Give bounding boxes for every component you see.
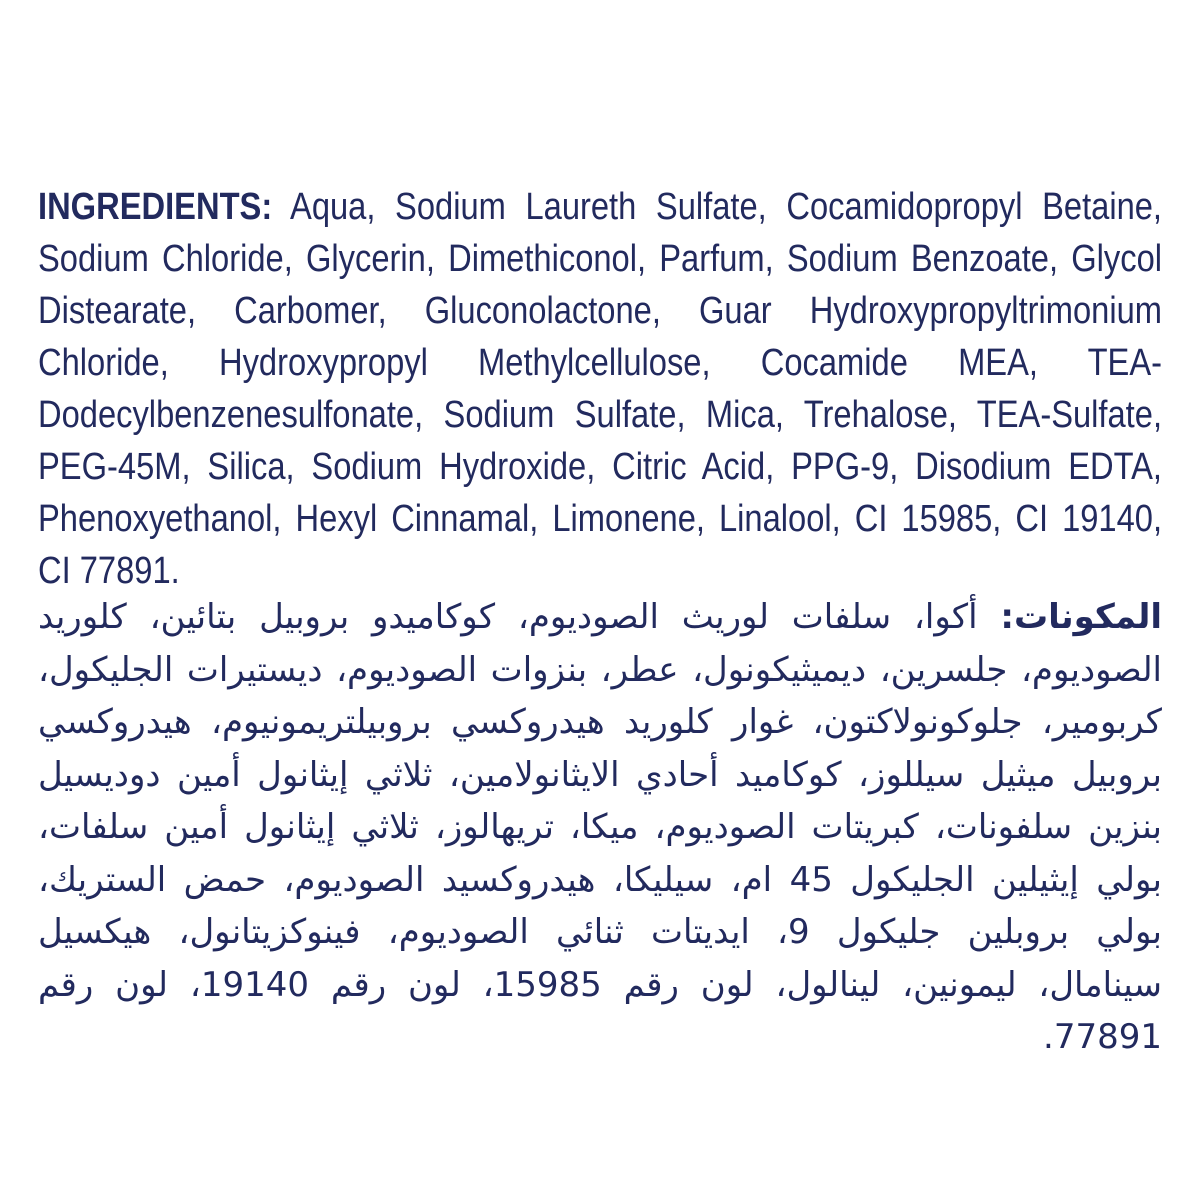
arabic-ingredients-heading: المكونات: [1000,597,1162,637]
english-ingredients-heading: INGREDIENTS: [38,186,273,228]
arabic-ingredients-list: أكوا، سلفات لوريث الصوديوم، كوكاميدو بروبيل بتائين، كلوريد الصوديوم، جلسرين، ديميثيكونول، عطر، بنزوات الصوديوم، ديستيرات الجليكول، كربومير، جلوكونولاكتون، غوار كلوريد هيدروكسي بروبيلتريمونيوم، هيدروكسي بروبيل ميثيل سيللوز، كوكاميد أحادي الايثانولامين، ثلاثي إيثانول أمين دوديسيل بنزين سلفونات، كبريتات الصوديوم، ميكا، تريهالوز، ثلاثي إيثانول أمين سلفات، بولي إيثيلين الجليكول 45 ام، سيليكا، هيدروكسيد الصوديوم، حمض الستريك، بولي بروبلين جليكول 9، ايديتات ثنائي الصوديوم، فينوكزيتانول، هيكسيل سينامال، ليمونين، لينالول، لون رقم 15985، لون رقم 19140، لون رقم 77891. [38,597,1163,1057]
english-ingredients [38,181,1162,597]
arabic-ingredients [38,591,1162,1064]
english-ingredients-list: Aqua, Sodium Laureth Sulfate, Cocamidopropyl Betaine, Sodium Chloride, Glycerin, Dimethiconol, Parfum, Sodium Benzoate, Glycol Distearate, Carbomer, Gluconolactone, Guar Hydroxypropyltrimonium Chloride, Hydroxypropyl Methylcellulose, Cocamide MEA, TEA-Dodecylbenzenesulfonate, Sodium Sulfate, Mica, Trehalose, TEA-Sulfate, PEG-45M, Silica, Sodium Hydroxide, Citric Acid, PPG-9, Disodium EDTA, Phenoxyethanol, Hexyl Cinnamal, Limonene, Linalool, CI 15985, CI 19140, CI 77891. [38,186,1163,592]
